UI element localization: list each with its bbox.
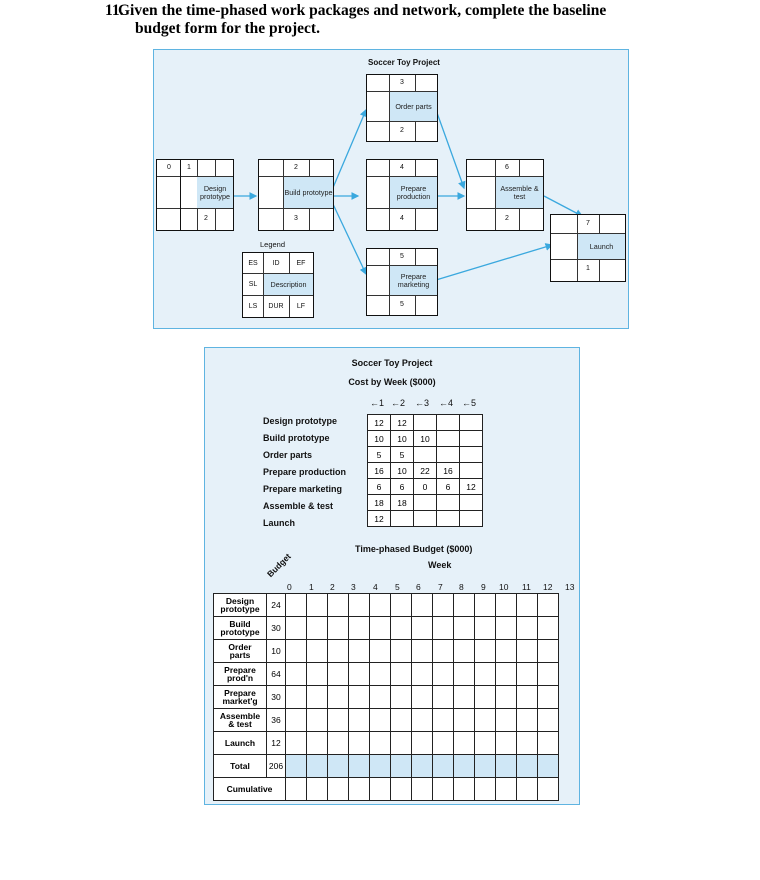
cost-cell: [414, 511, 437, 527]
node-order-parts: [366, 74, 438, 142]
node-7-dur: 1: [586, 265, 590, 272]
cost-cell: 6: [391, 479, 414, 495]
node-6-id: 6: [505, 164, 509, 171]
cost-cell: 5: [368, 447, 391, 463]
cost-cell: 18: [391, 495, 414, 511]
node-2-id: 2: [294, 164, 298, 171]
cost-week-1: 1: [379, 398, 385, 408]
cost-week-2: 2: [400, 398, 406, 408]
budget-row: [214, 617, 559, 640]
budget-value: 64: [267, 663, 286, 686]
question-number: 11.: [105, 2, 124, 19]
legend-ef: EF: [296, 260, 306, 267]
cost-cell: [460, 495, 483, 511]
cost-row-label-4: Prepare production: [263, 467, 347, 477]
budget-title: Time-phased Budget ($000): [355, 544, 473, 554]
week-tick: 13: [565, 582, 575, 592]
cost-row: [368, 415, 483, 431]
start-node: [156, 159, 181, 231]
budget-row-label: Assemble & test: [214, 709, 267, 732]
cost-week-4: 4: [448, 398, 454, 408]
cost-row: [368, 447, 483, 463]
cost-row-label-1: Design prototype: [263, 416, 338, 426]
legend-description: Description: [264, 274, 313, 295]
legend-es: ES: [248, 260, 258, 267]
week-tick: 1: [309, 582, 314, 592]
node-3-dur: 2: [400, 127, 404, 134]
cost-cell: [437, 511, 460, 527]
cost-cell: [460, 415, 483, 431]
network-title: Soccer Toy Project: [368, 58, 440, 67]
node-2-dur: 3: [294, 215, 298, 222]
node-build-prototype: [258, 159, 334, 231]
cost-row: [368, 479, 483, 495]
node-7-id: 7: [586, 220, 590, 227]
cost-cell: 22: [414, 463, 437, 479]
cost-row-label-6: Assemble & test: [263, 501, 334, 511]
cost-row-label-2: Build prototype: [263, 433, 330, 443]
node-1-id: 1: [187, 164, 191, 171]
legend-id: ID: [272, 260, 280, 267]
cost-cell: [414, 495, 437, 511]
question-line-2: budget form for the project.: [135, 20, 320, 37]
node-7-desc: Launch: [578, 234, 625, 259]
node-5-id: 5: [400, 253, 404, 260]
node-4-id: 4: [400, 164, 404, 171]
budget-value: 30: [267, 686, 286, 709]
node-4-dur: 4: [400, 215, 404, 222]
cost-cell: 6: [368, 479, 391, 495]
budget-panel: Soccer Toy Project Cost by Week ($000) ←1 ←2 ←3 ←4 ←5 Design prototype Build prototype Order parts Prepare production Prepare marketing Assemble & test Launch 12 12 10 10 10 5 5 16 10 22 16 6 6 0 6 12 18 18 12 Time-phased Budget ($000) Week Budget 0 1 2 3 4 5 6 7 8 9 10 11 12 13 Design prototype 24 Build prototype 30 Order parts 10 Prepare prod'n 64 Prepare market'g 30 Assemble & test 36 Launch 12 Total 206 Cumulative: [204, 347, 580, 805]
cost-cell: [460, 511, 483, 527]
legend-lf: LF: [296, 303, 306, 310]
budget-row-label: Build prototype: [214, 617, 267, 640]
cost-row-label-5: Prepare marketing: [263, 484, 343, 494]
legend-sl: SL: [248, 281, 258, 288]
cost-week-5: 5: [471, 398, 477, 408]
week-tick: 11: [522, 582, 531, 592]
cost-cell: [460, 431, 483, 447]
cost-cell: [414, 415, 437, 431]
cost-cell: 5: [391, 447, 414, 463]
node-1-desc: Design prototype: [197, 177, 233, 208]
budget-column-label: Budget: [265, 551, 293, 580]
cost-cell: [460, 447, 483, 463]
budget-value: 36: [267, 709, 286, 732]
cost-row: [368, 431, 483, 447]
budget-row: [214, 732, 559, 755]
node-3-desc: Order parts: [390, 92, 437, 121]
node-5-desc: Prepare marketing: [390, 266, 437, 295]
node-prepare-marketing: [366, 248, 438, 316]
cost-cell: 10: [391, 431, 414, 447]
total-budget: 206: [267, 755, 286, 778]
cost-cell: [437, 447, 460, 463]
total-label: Total: [214, 755, 267, 778]
week-tick: 7: [438, 582, 443, 592]
node-5-dur: 5: [400, 301, 404, 308]
budget-row: [214, 640, 559, 663]
week-tick: 5: [395, 582, 400, 592]
budget-value: 12: [267, 732, 286, 755]
cost-row: [368, 495, 483, 511]
cost-cell: [437, 415, 460, 431]
cost-row: [368, 511, 483, 527]
cost-row-label-7: Launch: [263, 518, 296, 528]
cost-row: [368, 463, 483, 479]
cost-week-3: 3: [424, 398, 430, 408]
budget-cumulative-row: [214, 778, 559, 801]
week-tick: 3: [351, 582, 356, 592]
cost-cell: 16: [368, 463, 391, 479]
legend-ls: LS: [248, 303, 258, 310]
cumulative-label: Cumulative: [214, 778, 286, 801]
week-tick: 6: [416, 582, 421, 592]
week-tick: 10: [499, 582, 509, 592]
budget-row: [214, 594, 559, 617]
cost-cell: [460, 463, 483, 479]
budget-row: [214, 709, 559, 732]
question-text: [105, 2, 678, 38]
budget-value: 30: [267, 617, 286, 640]
cost-subtitle: Cost by Week ($000): [348, 377, 436, 387]
node-6-dur: 2: [505, 215, 509, 222]
cost-cell: 0: [414, 479, 437, 495]
network-panel: [153, 49, 629, 329]
node-2-desc: Build prototype: [284, 177, 333, 208]
week-tick: 0: [287, 582, 292, 592]
budget-total-row: [214, 755, 559, 778]
cost-cell: 10: [391, 463, 414, 479]
week-tick: 8: [459, 582, 464, 592]
node-6-desc: Assemble & test: [496, 177, 543, 208]
cost-row-label-3: Order parts: [263, 450, 313, 460]
node-1-dur: 2: [204, 215, 208, 222]
cost-cell: 12: [368, 511, 391, 527]
budget-value: 24: [267, 594, 286, 617]
start-es: 0: [167, 164, 171, 171]
budget-value: 10: [267, 640, 286, 663]
legend-box: [242, 252, 314, 318]
question-line-1: Given the time-phased work packages and network, complete the baseline: [118, 2, 607, 19]
cost-cell: 6: [437, 479, 460, 495]
cost-cell: [437, 495, 460, 511]
cost-cell: [437, 431, 460, 447]
week-tick: 12: [543, 582, 553, 592]
legend-title: Legend: [260, 240, 286, 249]
cost-cell: 12: [391, 415, 414, 431]
cost-cell: 10: [414, 431, 437, 447]
node-3-id: 3: [400, 79, 404, 86]
budget-row-label: Prepare prod'n: [214, 663, 267, 686]
node-launch: [550, 214, 626, 282]
budget-row: [214, 686, 559, 709]
cost-title: Soccer Toy Project: [351, 358, 433, 368]
cost-table: [367, 414, 483, 527]
cost-cell: 18: [368, 495, 391, 511]
node-prepare-production: [366, 159, 438, 231]
week-tick: 4: [373, 582, 378, 592]
cost-cell: 16: [437, 463, 460, 479]
budget-row-label: Design prototype: [214, 594, 267, 617]
cost-cell: 12: [368, 415, 391, 431]
cost-cell: [391, 511, 414, 527]
node-4-desc: Prepare production: [390, 177, 437, 208]
week-tick: 9: [481, 582, 486, 592]
week-tick: 2: [330, 582, 335, 592]
budget-week-label: Week: [428, 560, 452, 570]
node-assemble-test: [466, 159, 544, 231]
budget-table: [213, 593, 559, 801]
budget-row: [214, 663, 559, 686]
cost-cell: 10: [368, 431, 391, 447]
legend-dur: DUR: [268, 303, 284, 310]
budget-row-label: Launch: [214, 732, 267, 755]
budget-row-label: Order parts: [214, 640, 267, 663]
cost-cell: [414, 447, 437, 463]
cost-cell: 12: [460, 479, 483, 495]
budget-row-label: Prepare market'g: [214, 686, 267, 709]
node-design-prototype: [180, 159, 234, 231]
